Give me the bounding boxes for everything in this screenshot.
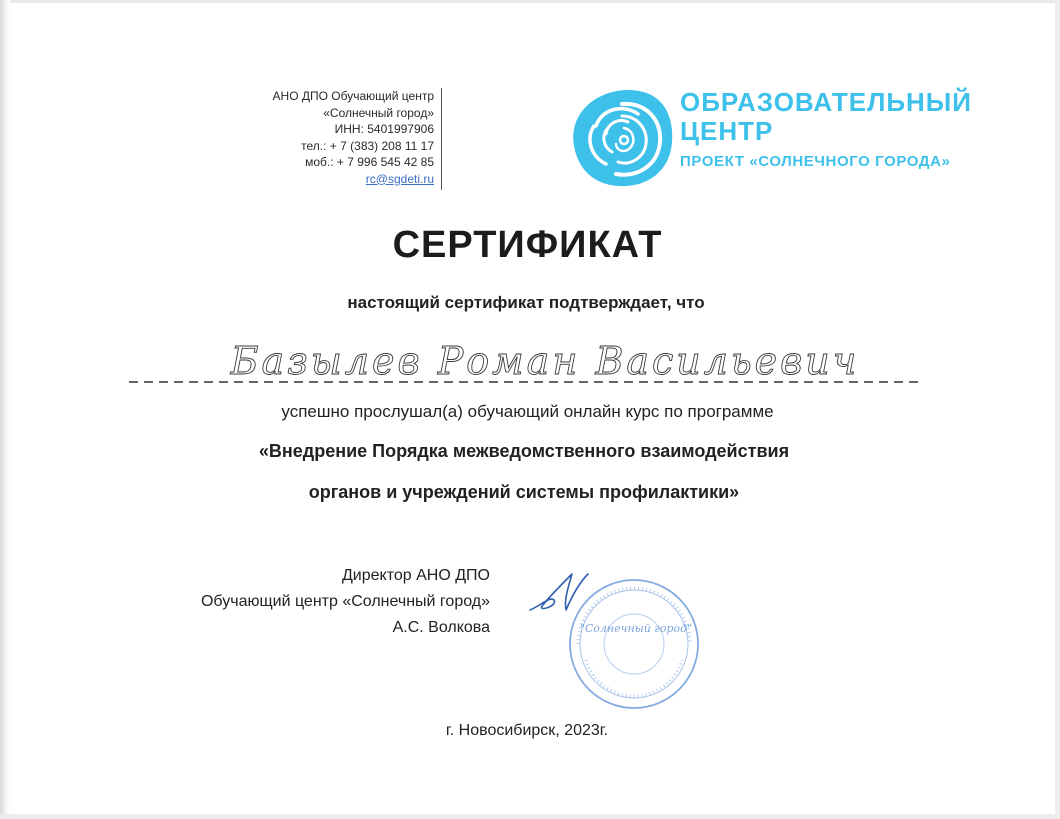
contact-block [200, 88, 434, 187]
recipient-name-handwritten: Базылев Роман Васильевич [230, 339, 860, 383]
org-logo-text [680, 88, 1040, 170]
certificate-title: СЕРТИФИКАТ [392, 224, 663, 266]
city-year: г. Новосибирск, 2023г. [445, 722, 609, 739]
signatory-block [100, 563, 490, 641]
logo-subtitle: ПРОЕКТ «СОЛНЕЧНОГО ГОРОДА» [680, 153, 951, 170]
scan-edge-top [0, 0, 1060, 3]
scan-edge-right [1055, 0, 1060, 819]
signatory-position: Директор АНО ДПО [341, 567, 490, 584]
contact-email-link[interactable]: rc@sgdeti.ru [365, 171, 434, 186]
contact-mobile: моб.: + 7 996 545 42 85 [305, 155, 434, 169]
course-title-line2: органов и учреждений системы профилактики» [308, 482, 740, 502]
stamp-text: "Солнечный город" [579, 622, 693, 635]
logo-title-line1: ОБРАЗОВАТЕЛЬНЫЙ [680, 87, 972, 117]
course-title-line1: «Внедрение Порядка межведомственного взаимодействия [258, 441, 790, 461]
contact-phone: тел.: + 7 (383) 208 11 17 [301, 138, 434, 153]
scan-edge-bottom [0, 814, 1060, 819]
contact-divider [441, 88, 442, 190]
confirmation-text: настоящий сертификат подтверждает, что [347, 293, 705, 312]
completion-text: успешно прослушал(а) обучающий онлайн курс по программе [281, 402, 774, 421]
signatory-organization: Обучающий центр «Солнечный город» [200, 593, 490, 610]
logo-title-line2: ЦЕНТР [680, 116, 774, 146]
swirl-logo-icon [566, 86, 676, 190]
signatory-name: А.С. Волкова [392, 619, 490, 636]
contact-org: АНО ДПО Обучающий центр [272, 89, 434, 103]
contact-org-name: «Солнечный город» [323, 105, 434, 120]
director-signature [524, 566, 624, 622]
contact-inn: ИНН: 5401997906 [334, 122, 434, 136]
recipient-name-field [125, 330, 925, 390]
